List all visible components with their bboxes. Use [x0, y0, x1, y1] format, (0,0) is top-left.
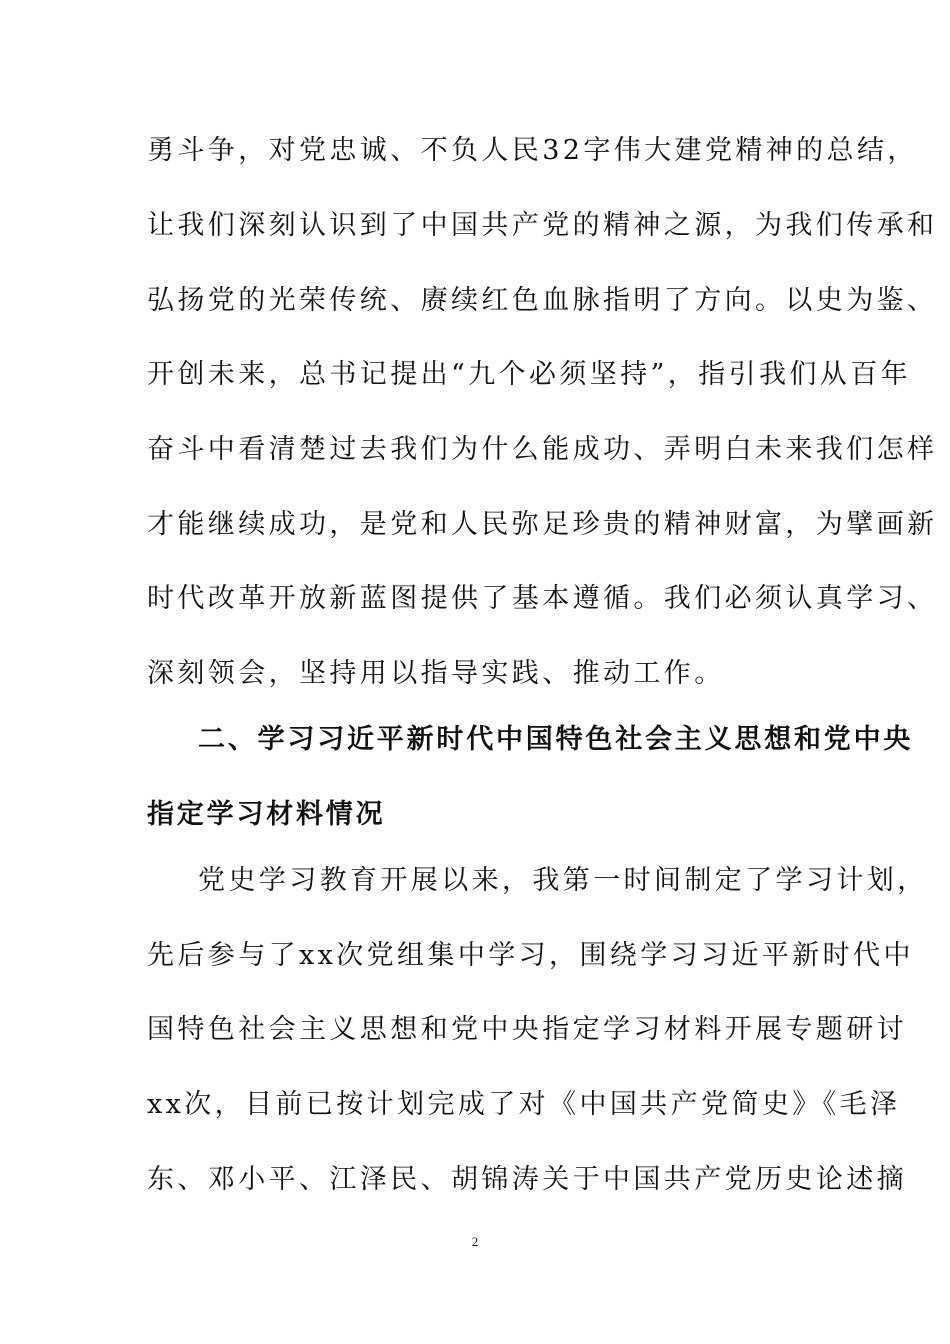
section-heading: 二、学习习近平新时代中国特色社会主义思想和党中央 [198, 724, 914, 755]
body-text-line: 勇斗争，对党忠诚、不负人民32字伟大建党精神的总结， [147, 135, 918, 166]
body-text-line: 开创未来，总书记提出“九个必须坚持”，指引我们从百年 [147, 359, 912, 390]
body-text-line: 东、邓小平、江泽民、胡锦涛关于中国共产党历史论述摘 [147, 1164, 907, 1195]
body-text-line: 国特色社会主义思想和党中央指定学习材料开展专题研讨 [147, 1014, 907, 1045]
body-text-line: 奋斗中看清楚过去我们为什么能成功、弄明白未来我们怎样 [147, 434, 938, 465]
section-heading-continuation: 指定学习材料情况 [147, 799, 386, 830]
page-number: 2 [471, 1234, 479, 1249]
body-text-line: 弘扬党的光荣传统、赓续红色血脉指明了方向。以史为鉴、 [147, 285, 938, 316]
body-text-line: 党史学习教育开展以来，我第一时间制定了学习计划， [198, 865, 928, 896]
body-text-line: 才能继续成功，是党和人民弥足珍贵的精神财富，为擘画新 [147, 509, 938, 540]
body-text-line: 先后参与了xx次党组集中学习，围绕学习习近平新时代中 [147, 940, 914, 971]
body-text-line: 深刻领会，坚持用以指导实践、推动工作。 [147, 658, 725, 689]
body-text-line: 让我们深刻认识到了中国共产党的精神之源，为我们传承和 [147, 210, 938, 241]
body-text-line: 时代改革开放新蓝图提供了基本遵循。我们必须认真学习、 [147, 583, 938, 614]
body-text-line: xx次，目前已按计划完成了对《中国共产党简史》《毛泽 [147, 1089, 901, 1120]
